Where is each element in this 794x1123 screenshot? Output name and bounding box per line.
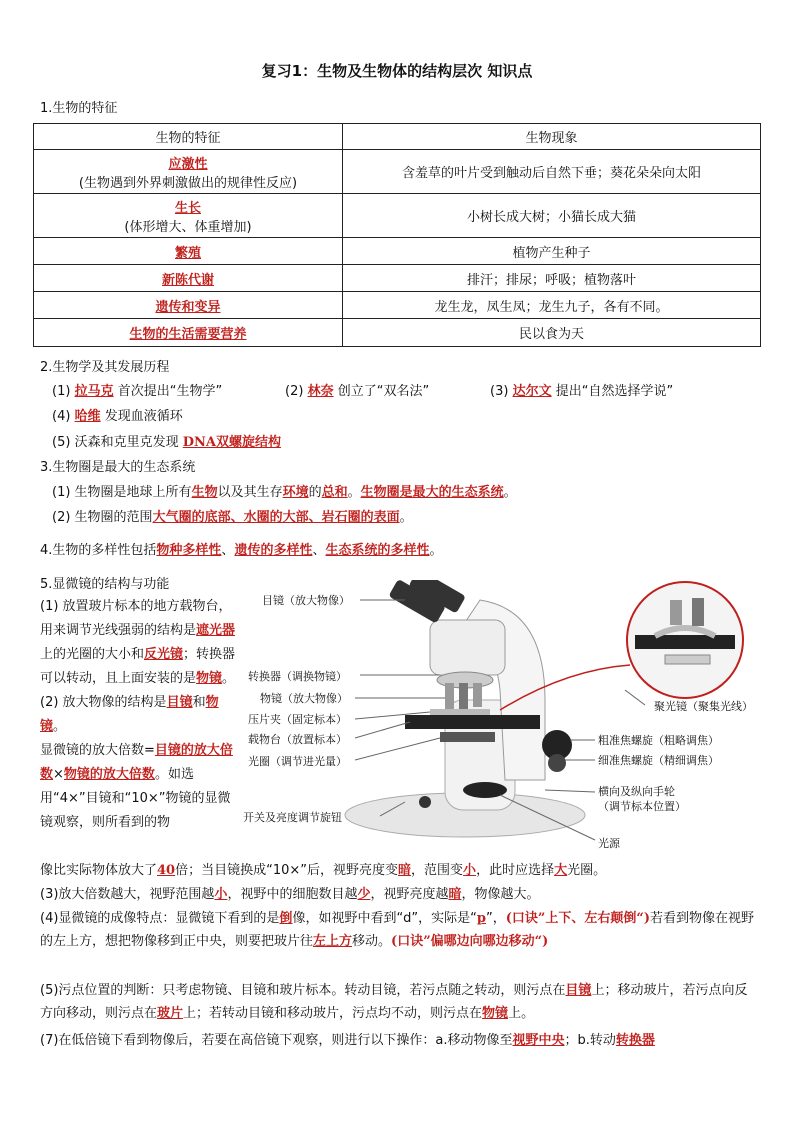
label-switch: 开关及亮度调节旋钮 [243,811,342,824]
answer-text: 转换器 [615,1033,655,1048]
table-cell-phenomenon: 排汗；排尿；呼吸；植物落叶 [343,265,761,292]
table-row [34,194,761,238]
answer-text: 物种多样性 [156,543,222,558]
answer-text: 大 [554,863,568,878]
answer-text: 玻片 [157,1006,184,1021]
answer-text: 生物圈是最大的生态系统 [360,485,504,500]
answer-text: 目镜 [565,983,592,998]
answer-text: 生态系统的多样性 [325,543,430,558]
microscope-text-block: (1) 放置玻片标本的地方载物台，用来调节光线强弱的结构是遮光器上的光圈的大小和反光镜；转换器可以转动，且上面安装的是物镜。 (2) 放大物像的结构是目镜和物镜。 显微镜的放大倍数=目镜的放大倍数×物镜的放大倍数。如选用“4×”目镜和“10×”物镜的显微镜观察，则所看到的物 [40,599,236,830]
biosphere-line-2: (2) 生物圈的范围大气圈的底部、水圈的大部、岩石圈的表面。 [52,510,413,525]
table-header-phenomenon: 生物现象 [343,124,761,150]
answer-text: 暗 [448,887,462,902]
features-table [33,123,761,347]
answer-text: 反光镜 [144,647,184,662]
magnification-line: 像比实际物体放大了40倍；当目镜换成“10×”后，视野亮度变暗，范围变小，此时应选择大光圈。 [40,863,607,878]
label-xy-wheel-note: （调节标本位置） [598,800,686,813]
answer-text: 物镜 [482,1006,509,1021]
table-cell-feature [34,194,343,238]
answer-text: 暗 [398,863,412,878]
table-header-feature: 生物的特征 [34,124,343,150]
table-row [34,238,761,265]
item-text: 创立了“双名法” [337,384,430,399]
table-cell-feature [34,319,343,347]
feature-note: (生物遇到外界刺激做出的规律性反应) [78,175,298,191]
item-number: (4) [52,409,71,424]
answer-text: 林奈 [307,384,334,399]
label-fine-focus: 细准焦螺旋（精细调焦） [598,754,719,767]
table-row [34,319,761,347]
section-4-line: 4.生物的多样性包括物种多样性、遗传的多样性、生态系统的多样性。 [40,543,443,558]
label-objective: 物镜（放大物像） [260,692,348,705]
history-line-3 [490,380,673,399]
section-2-heading: 2.生物学及其发展历程 [40,360,170,375]
table-cell-phenomenon: 小树长成大树；小猫长成大猫 [343,194,761,238]
feature-note: (体形增大、体重增加) [124,219,252,235]
high-power-paragraph: (7)在低倍镜下看到物像后，若要在高倍镜下观察，则进行以下操作：a.移动物像至视野中央；b.转动转换器 [40,1033,655,1048]
item-number: (3) [490,384,509,399]
mnemonic-text: (口诀”上下、左右颠倒“) [505,911,651,926]
table-cell-feature [34,150,343,194]
answer-text: 物镜 [196,671,223,686]
label-aperture: 光圈（调节进光量） [248,755,347,768]
answer-text: 小 [214,887,228,902]
table-cell-feature [34,238,343,265]
item-number: (1) [52,384,71,399]
answer-text: 新陈代谢 [161,272,214,288]
answer-text: 生长 [174,200,201,216]
section-1-heading: 1.生物的特征 [40,101,118,116]
answer-text: DNA双螺旋结构 [182,435,281,450]
answer-text: 少 [357,887,371,902]
answer-text: 小 [463,863,477,878]
label-clip: 压片夹（固定标本） [248,713,347,726]
answer-text: p [476,911,486,926]
answer-text: 物镜的放大倍数 [63,767,155,782]
answer-text: 倒 [279,911,293,926]
spot-paragraph: (5)污点位置的判断：只考虑物镜、目镜和玻片标本。转动目镜，若污点随之转动，则污点在目镜上；移动玻片，若污点向反方向移动，则污点在玻片上；若转动目镜和移动玻片，污点均不动，则污点在物镜上。 [40,983,748,1021]
label-light-source: 光源 [598,837,620,850]
biosphere-line-1: (1) 生物圈是地球上所有生物以及其生存环境的总和。生物圈是最大的生态系统。 [52,485,517,500]
item-text: 沃森和克里克发现 [74,435,179,450]
table-row [34,265,761,292]
label-coarse-focus: 粗准焦螺旋（粗略调焦） [598,734,719,747]
item-text: 提出“自然选择学说” [555,384,674,399]
page-title: 复习1：生物及生物体的结构层次 知识点 [261,62,533,80]
table-cell-phenomenon: 含羞草的叶片受到触动后自然下垂；葵花朵朵向太阳 [343,150,761,194]
label-eyepiece: 目镜（放大物像） [262,594,350,607]
item-number: (5) [52,435,71,450]
answer-text: 遮光器 [196,623,236,638]
answer-text: 遗传的多样性 [234,543,313,558]
item-text: 发现血液循环 [104,409,183,424]
table-cell-phenomenon: 龙生龙，凤生凤；龙生九子，各有不同。 [343,292,761,319]
label-nosepiece: 转换器（调换物镜） [248,670,347,683]
table-cell-feature [34,265,343,292]
table-cell-feature [34,292,343,319]
history-line-2 [285,380,429,399]
answer-text: 视野中央 [512,1033,565,1048]
answer-text: 物镜 [40,695,219,734]
answer-text: 目镜的放大倍数 [40,743,233,782]
answer-text: 应激性 [168,156,208,172]
table-cell-phenomenon: 植物产生种子 [343,238,761,265]
answer-text: 达尔文 [512,384,552,399]
table-cell-phenomenon: 民以食为天 [343,319,761,347]
section-3-heading: 3.生物圈是最大的生态系统 [40,460,196,475]
history-line-5 [52,431,281,450]
answer-text: 左上方 [313,934,353,949]
answer-text: 遗传和变异 [155,299,221,315]
answer-text: 40 [157,863,176,878]
table-row [34,292,761,319]
answer-text: 大气圈的底部、水圈的大部、岩石圈的表面 [152,510,400,525]
label-stage: 载物台（放置标本） [248,733,347,746]
label-condenser: 聚光镜（聚集光线） [654,700,753,713]
answer-text: 生物的生活需要营养 [129,327,247,342]
answer-text: 拉马克 [74,384,114,399]
section-5-heading: 5.显微镜的结构与功能 [40,577,170,592]
answer-text: 目镜 [166,695,193,710]
imaging-paragraph: (4)显微镜的成像特点：显微镜下看到的是倒像，如视野中看到“d”，实际是“p”，(口诀”上下、左右颠倒“)若看到物像在视野的左上方，想把物像移到正中央，则要把玻片往左上方移动。(口诀”偏哪边向哪边移动“) [40,911,755,949]
table-row [34,150,761,194]
mnemonic-text: (口诀”偏哪边向哪边移动“) [391,934,549,949]
history-line-4 [52,405,183,424]
label-xy-wheel: 横向及纵向手轮 [598,785,675,798]
answer-text: 环境 [282,485,309,500]
answer-text: 哈维 [74,409,101,424]
answer-text: 总和 [321,485,348,500]
answer-text: 繁殖 [174,245,201,261]
table-header-row [34,124,761,150]
field-of-view-line: (3)放大倍数越大，视野范围越小，视野中的细胞数目越少，视野亮度越暗，物像越大。 [40,887,540,902]
item-text: 首次提出“生物学” [117,384,223,399]
history-line-1 [52,380,222,399]
answer-text: 生物 [191,485,218,500]
item-number: (2) [285,384,304,399]
